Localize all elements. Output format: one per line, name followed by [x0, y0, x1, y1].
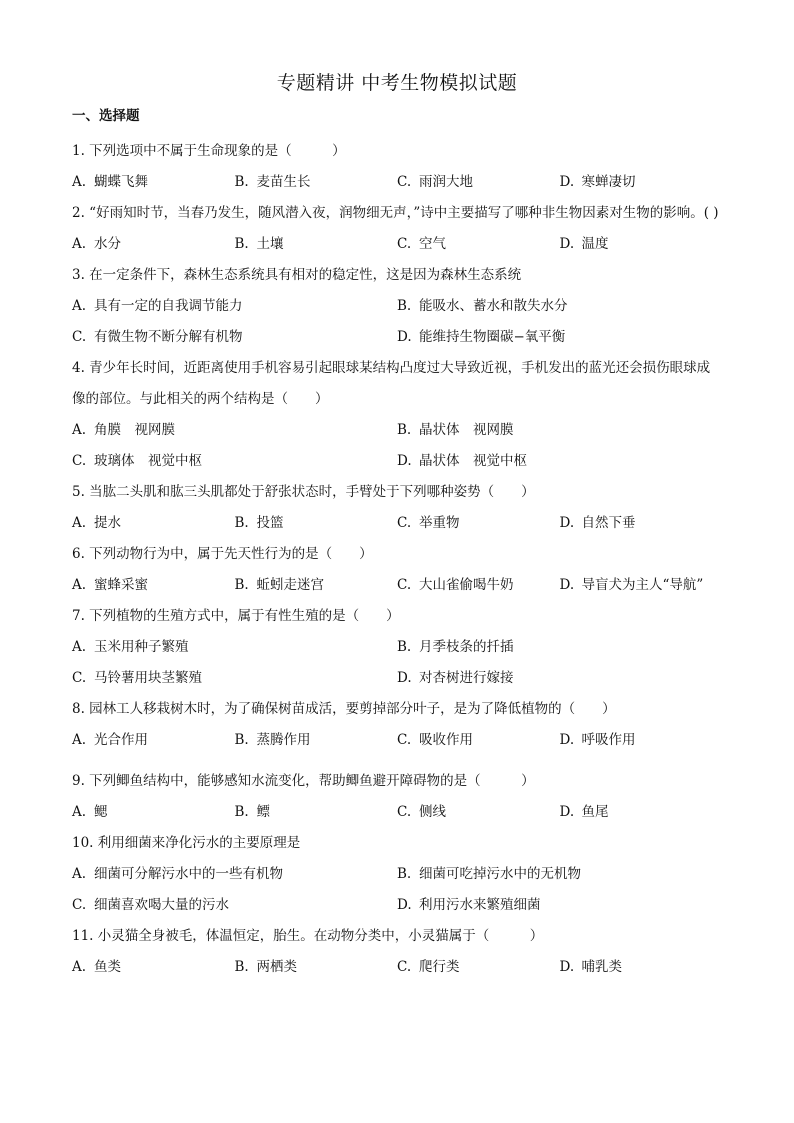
options: [72, 632, 722, 694]
option-a: A. 水分: [72, 236, 121, 252]
exam-page: [72, 70, 722, 983]
question-3: [72, 260, 722, 353]
question-stem: 7. 下列植物的生殖方式中，属于有性生殖的是（ ）: [72, 608, 400, 624]
option-a: A. 玉米用种子繁殖: [72, 639, 189, 655]
question-stem: 10. 利用细菌来净化污水的主要原理是: [72, 835, 301, 851]
option-d: D. 鱼尾: [559, 804, 609, 820]
option-c: C. 空气: [397, 236, 446, 252]
option-c: C. 吸收作用: [397, 732, 473, 748]
option-b: B. 两栖类: [234, 959, 297, 975]
option-a: A. 具有一定的自我调节能力: [72, 298, 243, 314]
question-5: [72, 477, 722, 539]
option-c: C. 玻璃体 视觉中枢: [72, 453, 202, 469]
option-b: B. 投篮: [234, 515, 284, 531]
option-b: B. 细菌可吃掉污水中的无机物: [397, 866, 581, 882]
options: [72, 291, 722, 353]
option-d: D. 晶状体 视觉中枢: [397, 453, 527, 469]
question-6: [72, 539, 722, 601]
question-8: [72, 694, 722, 756]
option-a: A. 蝴蝶飞舞: [72, 174, 148, 190]
option-d: D. 自然下垂: [559, 515, 636, 531]
section-heading: 一、选择题: [72, 108, 140, 124]
option-a: A. 提水: [72, 515, 121, 531]
option-b: B. 蒸腾作用: [234, 732, 311, 748]
option-b: B. 月季枝条的扦插: [397, 639, 514, 655]
option-a: A. 光合作用: [72, 732, 148, 748]
question-stem: 2. “好雨知时节，当春乃发生，随风潜入夜，润物细无声，”诗中主要描写了哪种非生物因素对生物的影响。( ): [72, 205, 719, 221]
question-stem: 6. 下列动物行为中，属于先天性行为的是（ ）: [72, 546, 373, 562]
options: [72, 508, 722, 539]
option-b: B. 能吸水、蓄水和散失水分: [397, 298, 568, 314]
option-c: C. 侧线: [397, 804, 446, 820]
question-stem: 5. 当肱二头肌和肱三头肌都处于舒张状态时，手臂处于下列哪种姿势（ ）: [72, 484, 535, 500]
option-d: D. 寒蝉凄切: [559, 174, 636, 190]
option-c: C. 有微生物不断分解有机物: [72, 329, 243, 345]
option-d: D. 对杏树进行嫁接: [397, 670, 514, 686]
question-10: [72, 828, 722, 921]
question-stem: 9. 下列鲫鱼结构中，能够感知水流变化，帮助鲫鱼避开障碍物的是（ ）: [72, 773, 535, 789]
option-c: C. 雨润大地: [397, 174, 473, 190]
option-d: D. 呼吸作用: [559, 732, 636, 748]
option-d: D. 温度: [559, 236, 609, 252]
option-a: A. 蜜蜂采蜜: [72, 577, 148, 593]
question-2: [72, 198, 722, 260]
option-a: A. 鱼类: [72, 959, 121, 975]
question-4: [72, 353, 722, 477]
question-stem: 4. 青少年长时间，近距离使用手机容易引起眼球某结构凸度过大导致近视，手机发出的蓝光还会损伤眼球成像的部位。与此相关的两个结构是（ ）: [72, 360, 711, 407]
question-11: [72, 921, 722, 983]
option-d: D. 利用污水来繁殖细菌: [397, 897, 541, 913]
options: [72, 570, 722, 601]
options: [72, 725, 722, 756]
option-d: D. 能维持生物圈碳−氧平衡: [397, 329, 566, 345]
question-stem: 1. 下列选项中不属于生命现象的是（ ）: [72, 143, 346, 159]
options: [72, 415, 722, 477]
options: [72, 797, 722, 828]
option-c: C. 细菌喜欢喝大量的污水: [72, 897, 229, 913]
option-c: C. 马铃薯用块茎繁殖: [72, 670, 202, 686]
option-c: C. 举重物: [397, 515, 460, 531]
page-title: 专题精讲 中考生物模拟试题: [276, 72, 518, 94]
option-b: B. 土壤: [234, 236, 284, 252]
options: [72, 859, 722, 921]
question-7: [72, 601, 722, 694]
option-d: D. 哺乳类: [559, 959, 622, 975]
option-b: B. 晶状体 视网膜: [397, 422, 514, 438]
options: [72, 952, 722, 983]
option-b: B. 鳔: [234, 804, 270, 820]
option-a: A. 角膜 视网膜: [72, 422, 175, 438]
option-b: B. 蚯蚓走迷宫: [234, 577, 324, 593]
option-a: A. 细菌可分解污水中的一些有机物: [72, 866, 283, 882]
question-stem: 3. 在一定条件下，森林生态系统具有相对的稳定性，这是因为森林生态系统: [72, 267, 522, 283]
options: [72, 167, 722, 198]
options: [72, 229, 722, 260]
question-stem: 8. 园林工人移栽树木时，为了确保树苗成活，要剪掉部分叶子，是为了降低植物的（ ）: [72, 701, 616, 717]
question-1: [72, 136, 722, 198]
question-9: [72, 766, 722, 828]
option-c: C. 大山雀偷喝牛奶: [397, 577, 514, 593]
option-b: B. 麦苗生长: [234, 174, 311, 190]
option-d: D. 导盲犬为主人“导航”: [559, 577, 704, 593]
option-c: C. 爬行类: [397, 959, 460, 975]
question-stem: 11. 小灵猫全身被毛，体温恒定，胎生。在动物分类中，小灵猫属于（ ）: [72, 928, 544, 944]
option-a: A. 鳃: [72, 804, 108, 820]
